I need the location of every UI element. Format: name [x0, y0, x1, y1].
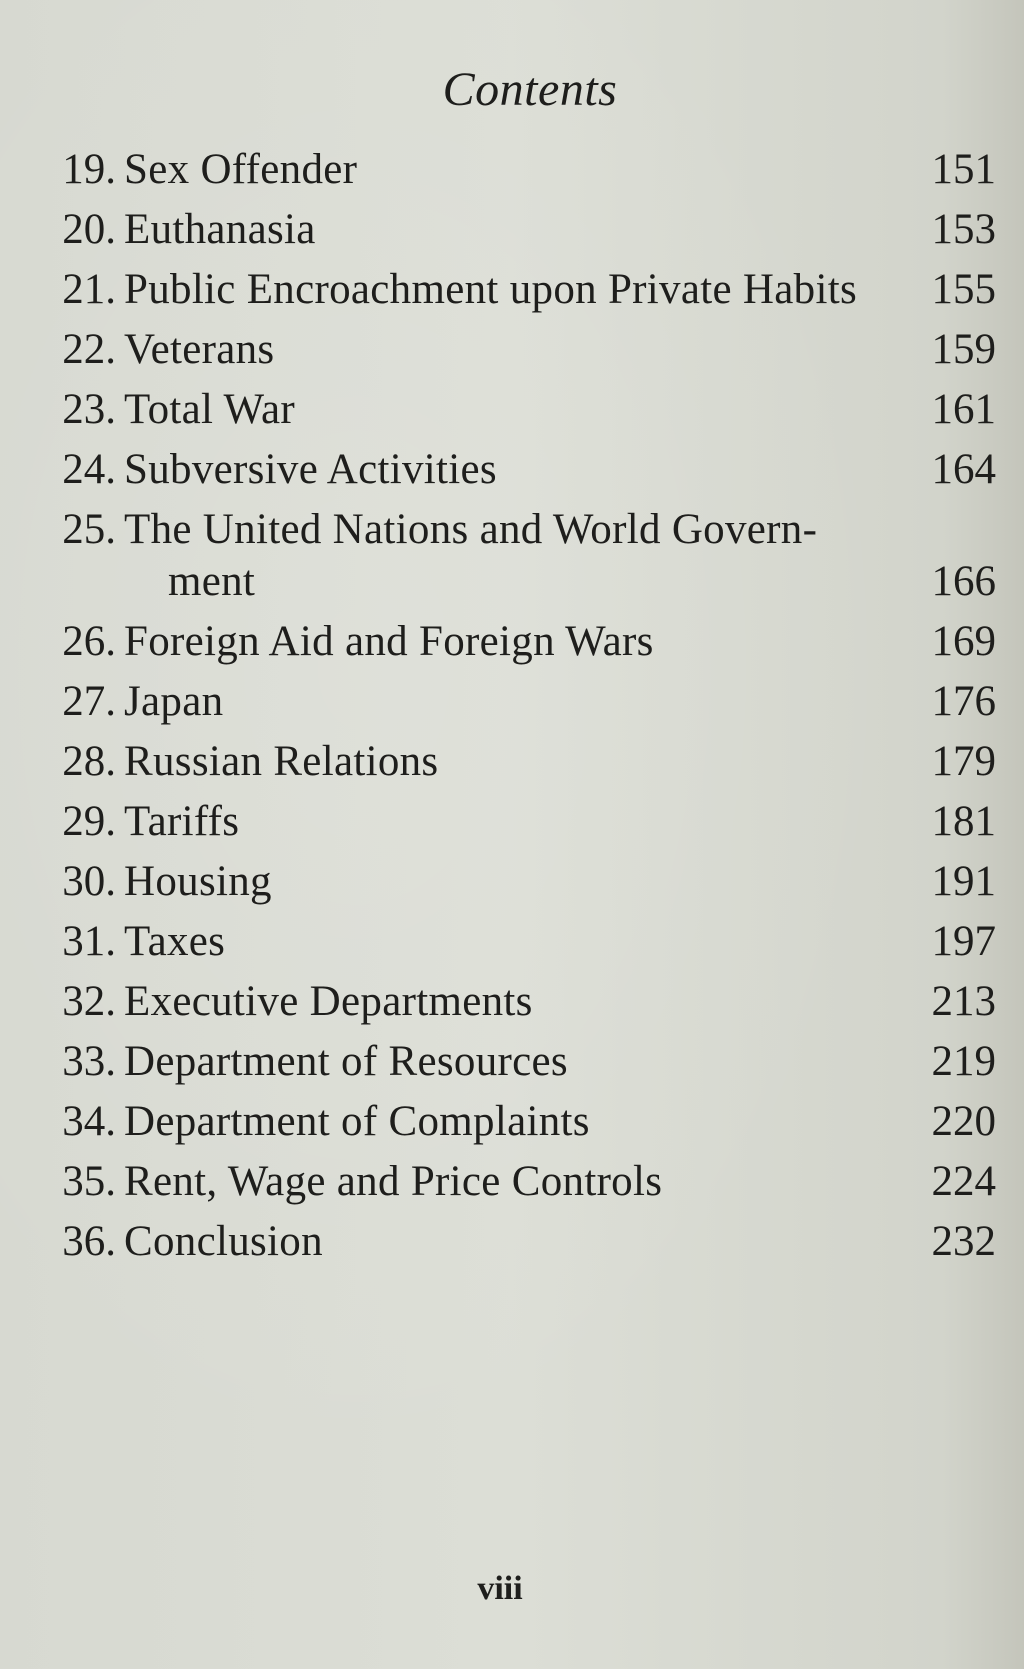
chapter-number: 30.	[62, 858, 116, 905]
chapter-page: 166	[931, 558, 996, 605]
chapter-number: 20.	[62, 206, 116, 253]
chapter-title: Executive Departments	[124, 978, 533, 1025]
chapter-title: Euthanasia	[124, 206, 316, 253]
chapter-title: Foreign Aid and Foreign Wars	[124, 618, 654, 665]
chapter-page: 159	[931, 326, 996, 373]
chapter-title: Tariffs	[124, 798, 240, 845]
chapter-title-line-2: ment	[168, 558, 256, 605]
chapter-title: Japan	[124, 678, 224, 725]
chapter-page: 176	[931, 678, 996, 725]
chapter-title: Conclusion	[124, 1218, 323, 1265]
toc-entry-28	[46, 732, 996, 792]
page-folio: viii	[477, 1570, 523, 1607]
chapter-page: 224	[931, 1158, 996, 1205]
chapter-page: 220	[931, 1098, 996, 1145]
chapter-page: 155	[931, 266, 996, 313]
chapter-title: Total War	[124, 386, 295, 433]
toc-entry-34	[46, 1092, 996, 1152]
chapter-page: 151	[931, 146, 996, 193]
chapter-number: 32.	[62, 978, 116, 1025]
chapter-title-line-1: The United Nations and World Govern-	[124, 506, 818, 553]
chapter-title: Housing	[124, 858, 272, 905]
toc-entry-19	[46, 140, 996, 200]
toc-entry-33	[46, 1032, 996, 1092]
chapter-title: Public Encroachment upon Private Habits	[124, 266, 857, 313]
chapter-title	[124, 500, 894, 612]
toc-entry-24	[46, 440, 996, 500]
page-heading: Contents	[442, 63, 618, 116]
toc-entry-30	[46, 852, 996, 912]
chapter-number: 22.	[62, 326, 116, 373]
chapter-page: 169	[931, 618, 996, 665]
toc-entry-31	[46, 912, 996, 972]
chapter-number: 21.	[62, 266, 116, 313]
toc-entry-20	[46, 200, 996, 260]
chapter-number: 34.	[62, 1098, 116, 1145]
chapter-number: 28.	[62, 738, 116, 785]
toc-entry-25	[46, 500, 996, 612]
chapter-title: Subversive Activities	[124, 446, 497, 493]
chapter-number: 25.	[62, 506, 116, 553]
chapter-page: 213	[931, 978, 996, 1025]
toc-entry-26	[46, 612, 996, 672]
chapter-number: 36.	[62, 1218, 116, 1265]
chapter-page: 219	[931, 1038, 996, 1085]
chapter-page: 153	[931, 206, 996, 253]
toc-entry-27	[46, 672, 996, 732]
toc-entry-21	[46, 260, 996, 320]
chapter-title: Department of Complaints	[124, 1098, 590, 1145]
toc-entry-29	[46, 792, 996, 852]
chapter-page: 191	[931, 858, 996, 905]
chapter-page: 164	[931, 446, 996, 493]
chapter-number: 33.	[62, 1038, 116, 1085]
chapter-number: 24.	[62, 446, 116, 493]
toc-entry-23	[46, 380, 996, 440]
toc-entry-36	[46, 1212, 996, 1272]
chapter-page: 197	[931, 918, 996, 965]
chapter-page: 161	[931, 386, 996, 433]
chapter-number: 19.	[62, 146, 116, 193]
chapter-title: Taxes	[124, 918, 226, 965]
chapter-title: Sex Offender	[124, 146, 358, 193]
chapter-title: Veterans	[124, 326, 275, 373]
chapter-page: 181	[931, 798, 996, 845]
chapter-number: 27.	[62, 678, 116, 725]
toc-entry-32	[46, 972, 996, 1032]
chapter-title: Rent, Wage and Price Controls	[124, 1158, 663, 1205]
chapter-title: Russian Relations	[124, 738, 439, 785]
chapter-page: 232	[931, 1218, 996, 1265]
chapter-number: 31.	[62, 918, 116, 965]
toc-entry-35	[46, 1152, 996, 1212]
toc-entry-22	[46, 320, 996, 380]
chapter-title: Department of Resources	[124, 1038, 568, 1085]
table-of-contents	[46, 140, 996, 1272]
chapter-page: 179	[931, 738, 996, 785]
chapter-number: 23.	[62, 386, 116, 433]
chapter-number: 26.	[62, 618, 116, 665]
chapter-number: 29.	[62, 798, 116, 845]
chapter-number: 35.	[62, 1158, 116, 1205]
